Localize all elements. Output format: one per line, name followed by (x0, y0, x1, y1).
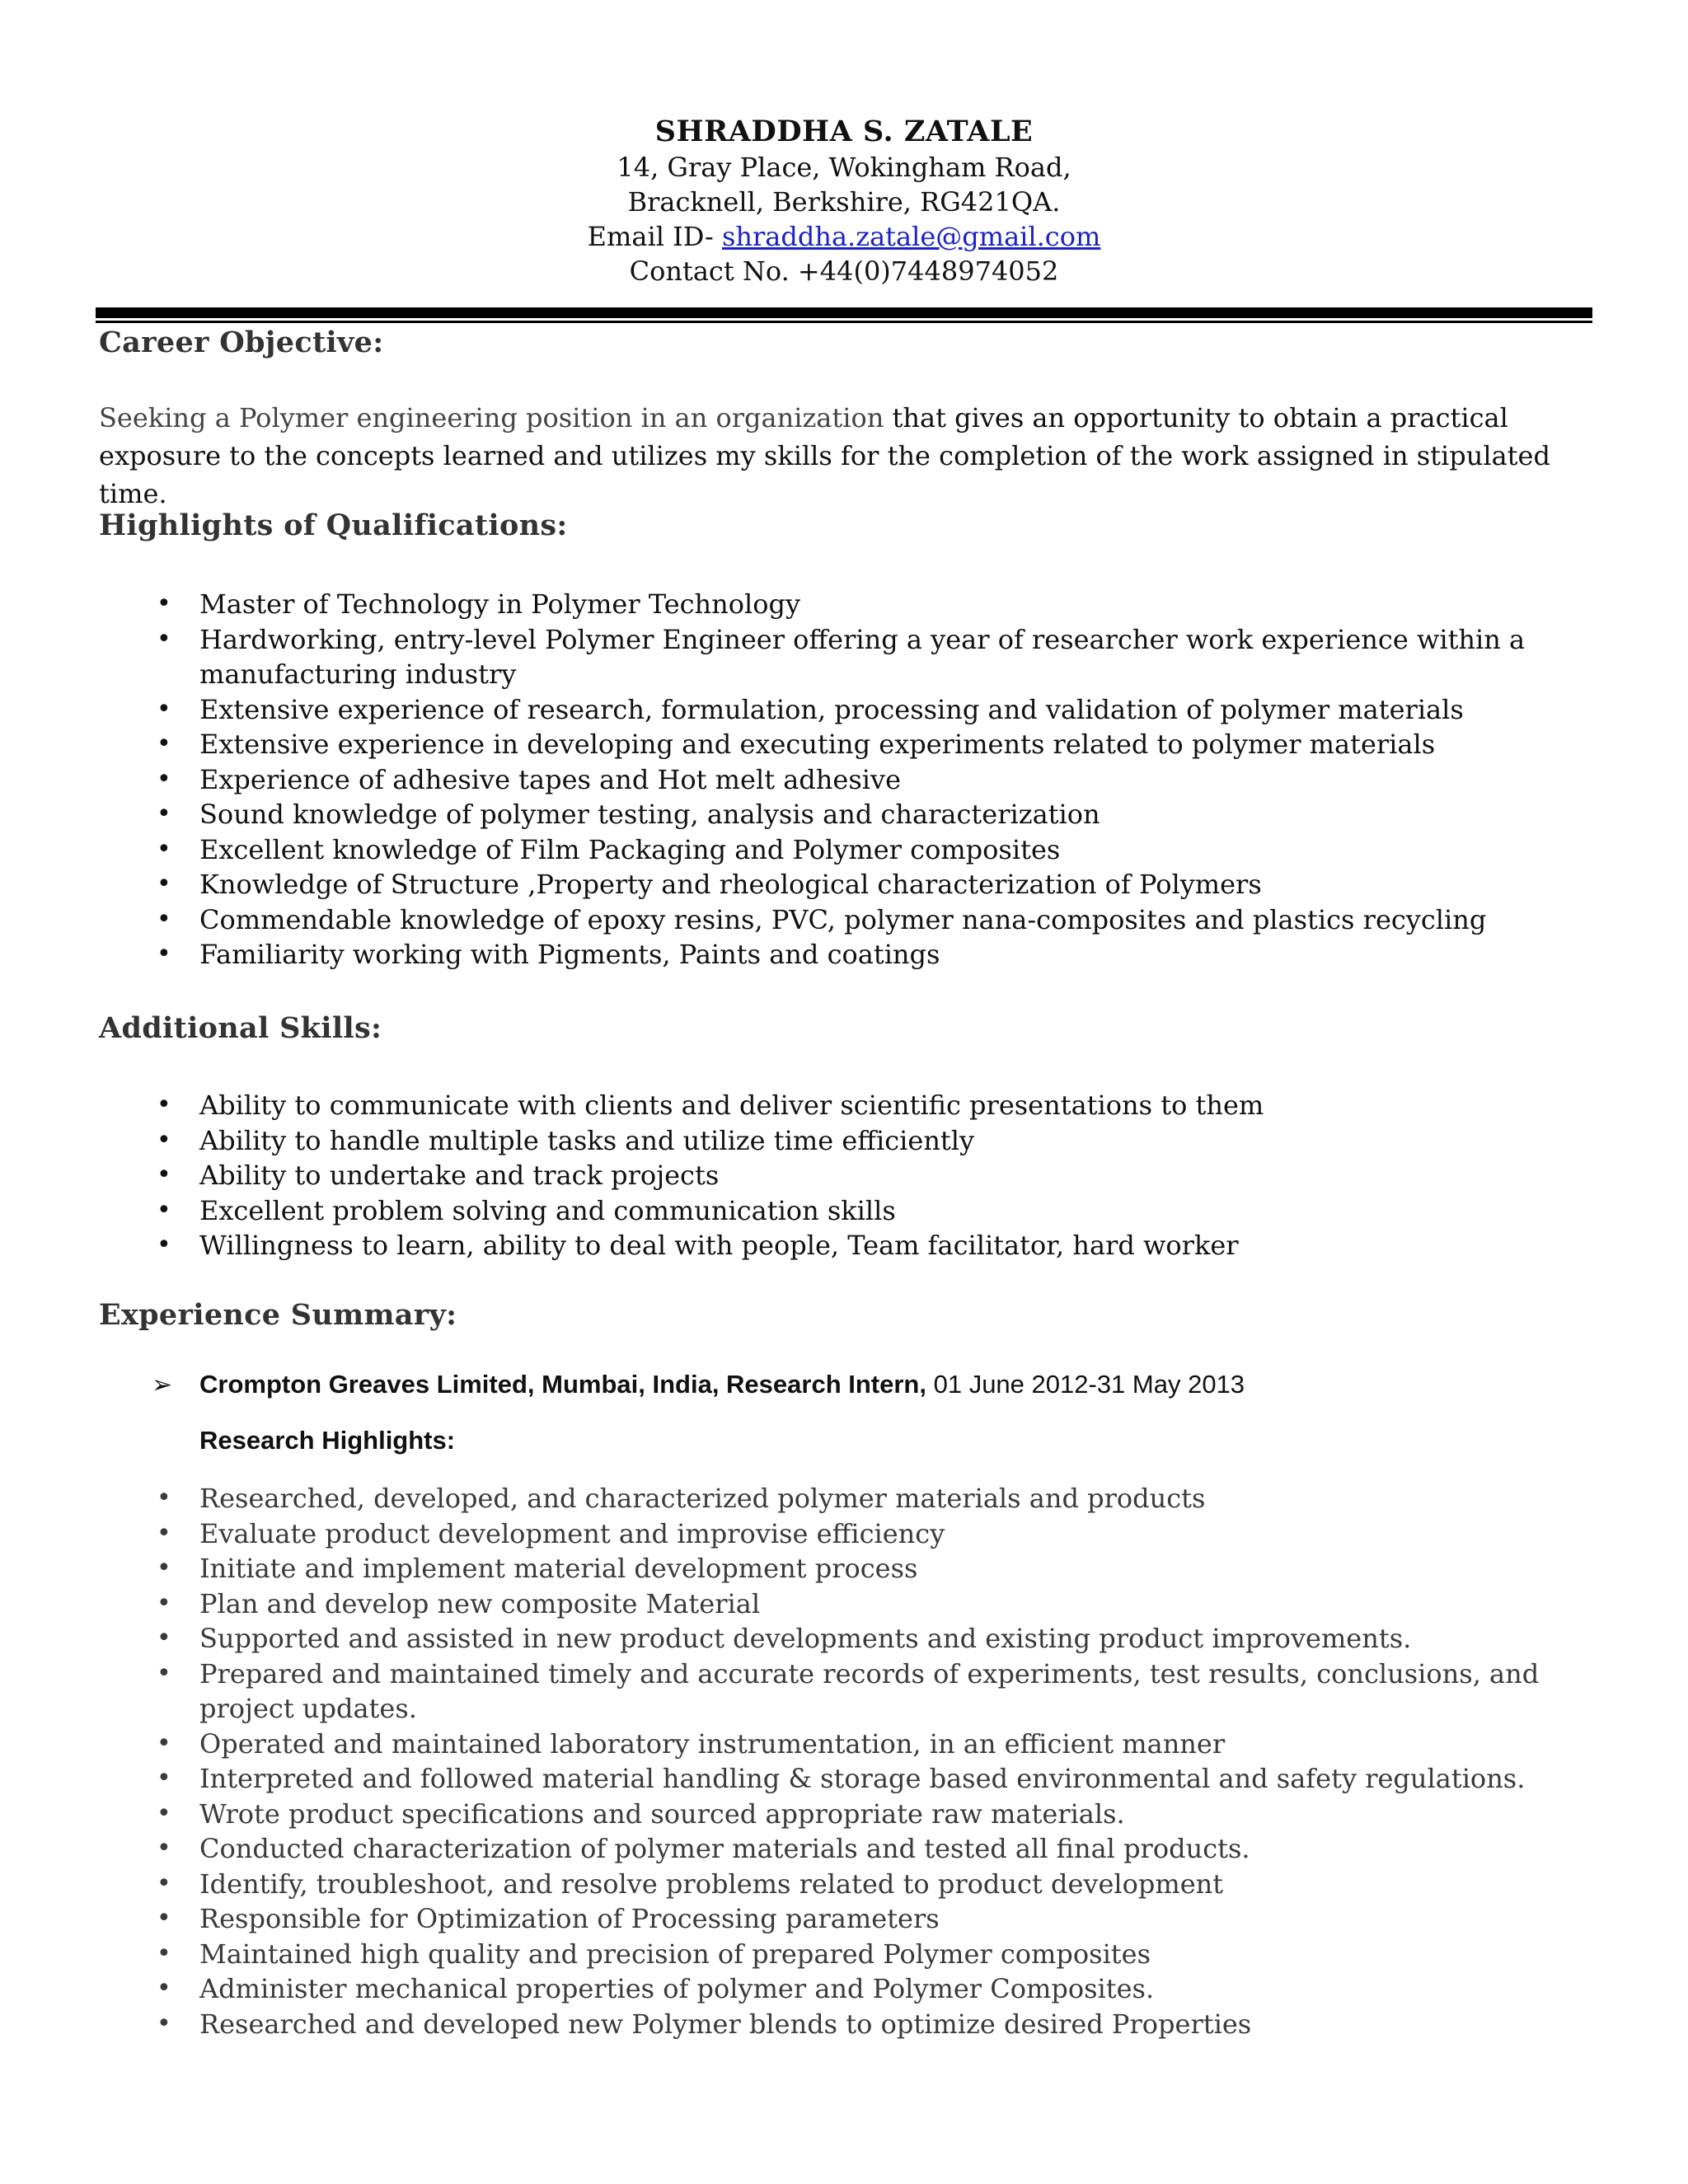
header-divider-thin (96, 321, 1592, 323)
contact-number: Contact No. +44(0)7448974052 (629, 255, 1059, 287)
research-item: • Responsible for Optimization of Processing parameters (0, 1901, 1688, 1937)
research-item: • Conducted characterization of polymer materials and tested all final products. (0, 1831, 1688, 1867)
header-divider-thick (96, 307, 1592, 318)
qualification-item: • Knowledge of Structure ,Property and rheological characterization of Polymers (0, 867, 1688, 902)
qualification-item: • Commendable knowledge of epoxy resins, PVC, polymer nana-composites and plastics recycling (0, 902, 1688, 938)
resume-header (0, 114, 1688, 288)
research-item: • Evaluate product development and improvise efficiency (0, 1516, 1688, 1552)
address-line-2: Bracknell, Berkshire, RG421QA. (627, 186, 1061, 218)
skill-item: • Ability to communicate with clients and deliver scientific presentations to them (0, 1088, 1688, 1123)
additional-skills-heading: Additional Skills: (99, 1011, 382, 1045)
career-objective-text (99, 399, 1582, 513)
skill-item: • Excellent problem solving and communication skills (0, 1193, 1688, 1229)
research-highlights-list (0, 1481, 1688, 2041)
research-item: • Supported and assisted in new product developments and existing product improvements. (0, 1621, 1688, 1657)
qualification-item: • Hardworking, entry-level Polymer Engineer offering a year of researcher work experience within a manufacturing industry (0, 622, 1688, 692)
research-item: • Researched, developed, and characterized polymer materials and products (0, 1481, 1688, 1516)
candidate-name: SHRADDHA S. ZATALE (654, 115, 1034, 148)
qualification-item: • Extensive experience in developing and executing experiments related to polymer materials (0, 727, 1688, 762)
career-objective-text-part1: Seeking a Polymer engineering position in an organization (99, 402, 884, 434)
qualifications-heading: Highlights of Qualifications: (99, 509, 568, 542)
research-highlights-heading: Research Highlights: (199, 1426, 456, 1455)
research-item: • Administer mechanical properties of polymer and Polymer Composites. (0, 1971, 1688, 2007)
email-link[interactable]: shraddha.zatale@gmail.com (721, 221, 1101, 252)
skill-item: • Ability to handle multiple tasks and utilize time efficiently (0, 1123, 1688, 1159)
qualification-item: • Experience of adhesive tapes and Hot melt adhesive (0, 762, 1688, 798)
qualification-item: • Extensive experience of research, formulation, processing and validation of polymer materials (0, 692, 1688, 728)
research-item: • Prepared and maintained timely and accurate records of experiments, test results, conclusions, and project updates. (0, 1657, 1688, 1727)
research-item: • Operated and maintained laboratory instrumentation, in an efficient manner (0, 1727, 1688, 1762)
experience-heading: Experience Summary: (99, 1298, 457, 1332)
experience-company: Crompton Greaves Limited, Mumbai, India, Research Intern, (199, 1370, 926, 1399)
career-objective-heading: Career Objective: (99, 326, 384, 359)
experience-entry (152, 1368, 1245, 1402)
email-label: Email ID- (587, 221, 722, 252)
additional-skills-list (0, 1088, 1688, 1263)
qualification-item: • Master of Technology in Polymer Technology (0, 587, 1688, 622)
research-item: • Researched and developed new Polymer blends to optimize desired Properties (0, 2007, 1688, 2042)
research-item: • Initiate and implement material development process (0, 1551, 1688, 1586)
research-item: • Wrote product specifications and sourced appropriate raw materials. (0, 1797, 1688, 1832)
arrow-bullet-icon: ➢ (152, 1371, 173, 1399)
qualification-item: • Excellent knowledge of Film Packaging and Polymer composites (0, 832, 1688, 868)
research-item: • Identify, troubleshoot, and resolve problems related to product development (0, 1867, 1688, 1902)
research-item: • Maintained high quality and precision of prepared Polymer composites (0, 1937, 1688, 1972)
skill-item: • Willingness to learn, ability to deal with people, Team facilitator, hard worker (0, 1228, 1688, 1263)
address-line-1: 14, Gray Place, Wokingham Road, (617, 152, 1071, 183)
qualification-item: • Familiarity working with Pigments, Paints and coatings (0, 937, 1688, 972)
research-item: • Plan and develop new composite Material (0, 1586, 1688, 1622)
skill-item: • Ability to undertake and track projects (0, 1158, 1688, 1193)
research-item: • Interpreted and followed material handling & storage based environmental and safety regulations. (0, 1761, 1688, 1797)
experience-dates: 01 June 2012-31 May 2013 (926, 1370, 1245, 1399)
qualifications-list (0, 587, 1688, 972)
career-objective-text-part2: that gives an opportunity to obtain a practical exposure to the concepts learned and utilizes my skills for the completion of the work assigned in stipulated time. (99, 402, 1550, 509)
qualification-item: • Sound knowledge of polymer testing, analysis and characterization (0, 797, 1688, 832)
email-row (0, 219, 1688, 254)
